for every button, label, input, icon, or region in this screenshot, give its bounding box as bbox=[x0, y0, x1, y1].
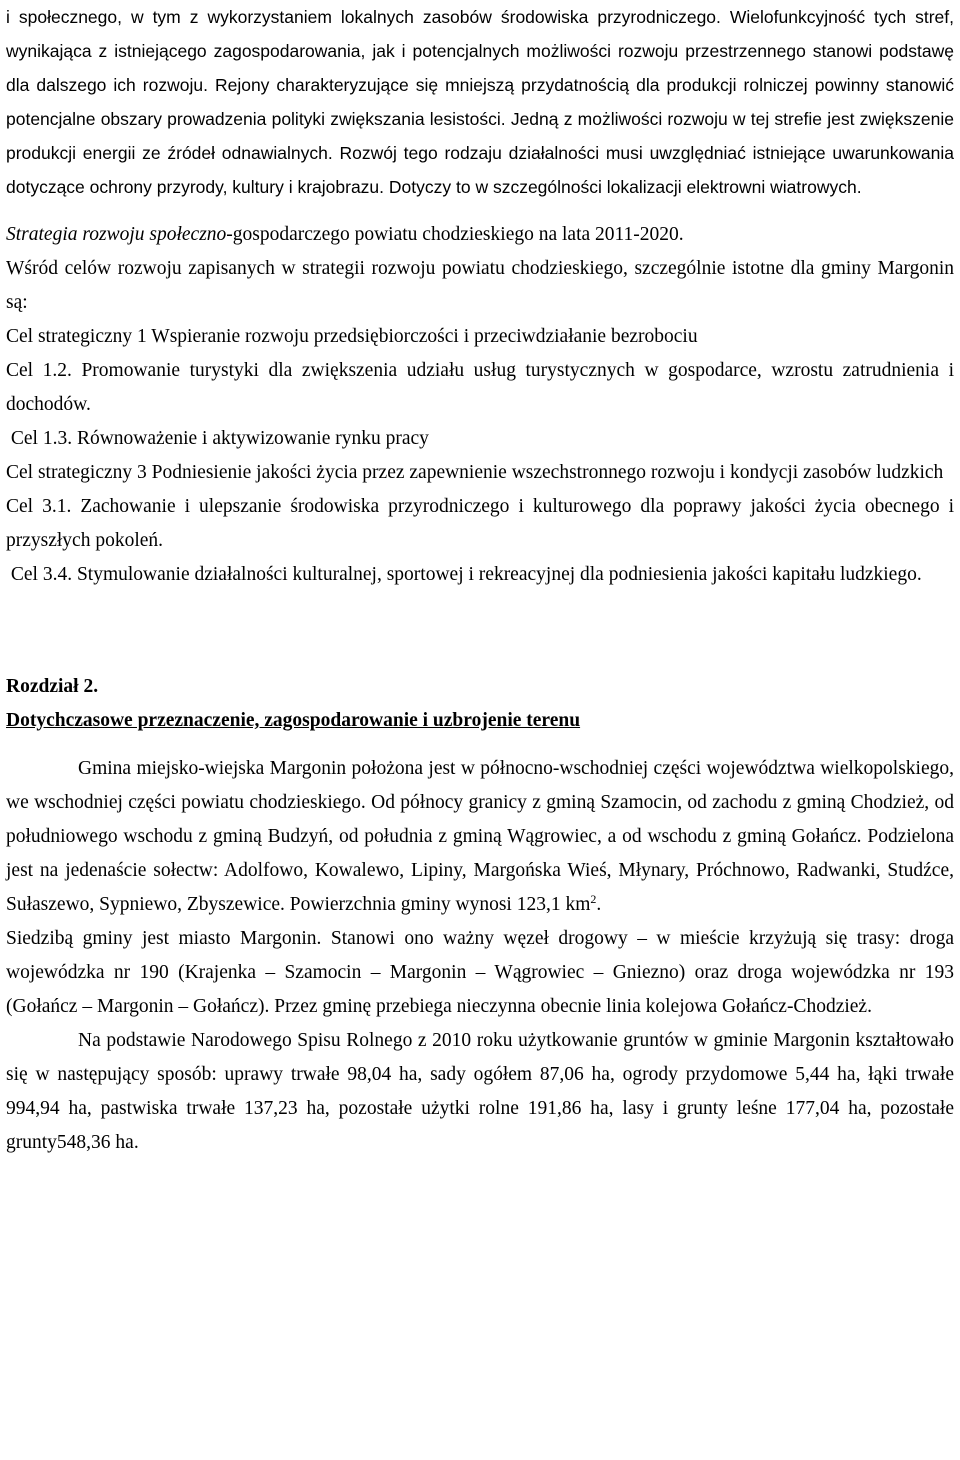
goal-item: Cel 3.1. Zachowanie i ulepszanie środowiska przyrodniczego i kulturowego dla poprawy jakości życia obecnego i przyszłych pokoleń. bbox=[6, 496, 954, 551]
paragraph-seat: Siedzibą gminy jest miasto Margonin. Stanowi ono ważny węzeł drogowy – w mieście krzyżują się trasy: droga wojewódzka nr 190 (Krajenka – Szamocin – Margonin – Wągrowiec – Gniezno) oraz droga wojewódzka nr 193 (Gołańcz – Margonin – Gołańcz). Przez gminę przebiega nieczynna obecnie linia kolejowa Gołańcz-Chodzież. bbox=[6, 928, 954, 1017]
goal-item: Cel 1.3. Równoważenie i aktywizowanie rynku pracy bbox=[6, 428, 429, 449]
paragraph-location bbox=[6, 752, 954, 922]
goal-item: Cel 3.4. Stymulowanie działalności kulturalnej, sportowej i rekreacyjnej dla podniesienia jakości kapitału ludzkiego. bbox=[6, 564, 922, 585]
location-text: Gmina miejsko-wiejska Margonin położona jest w północno-wschodniej części województwa wielkopolskiego, we wschodniej części powiatu chodzieskiego. Od północy granicy z gminą Szamocin, od zachodu z gminą Chodzież, od południowego wschodu z gminą Budzyń, od południa z gminą Wągrowiec, a od wschodu z gminą Gołańcz. Podzielona jest na jedenaście sołectw: Adolfowo, Kowalewo, Lipiny, Margońska Wieś, Młynary, Próchnowo, Radwanki, Studźce, Sułaszewo, Sypniewo, Zbyszewice. Powierzchnia gminy wynosi 123,1 km bbox=[6, 758, 954, 915]
paragraph-spatial-zones: i społecznego, w tym z wykorzystaniem lokalnych zasobów środowiska przyrodniczego. Wielofunkcyjność tych stref, wynikająca z istniejącego zagospodarowania, jak i potencjalnych możliwości rozwoju przestrzennego stanowi podstawę dla dalszego ich rozwoju. Rejony charakteryzujące się mniejszą przydatnością dla produkcji rolniczej powinny stanowić potencjalne obszary prowadzenia polityki zwiększania lesistości. Jedną z możliwości rozwoju w tej strefie jest zwiększenie produkcji energii ze źródeł odnawialnych. Rozwój tego rodzaju działalności musi uwzględniać istniejące uwarunkowania dotyczące ochrony przyrody, kultury i krajobrazu. Dotyczy to w szczególności lokalizacji elektrowni wiatrowych. bbox=[6, 7, 954, 197]
strategy-title-italic: Strategia rozwoju społeczno bbox=[6, 224, 227, 245]
document-page bbox=[6, 0, 954, 1160]
superscript: 2 bbox=[590, 892, 597, 906]
goal-item: Cel 1.2. Promowanie turystyki dla zwiększenia udziału usług turystycznych w gospodarce, wzrostu zatrudnienia i dochodów. bbox=[6, 360, 954, 415]
chapter-label: Rozdział 2. bbox=[6, 676, 99, 697]
spacer bbox=[6, 204, 954, 218]
location-end: . bbox=[596, 894, 602, 915]
chapter-title: Dotychczasowe przeznaczenie, zagospodarowanie i uzbrojenie terenu bbox=[6, 710, 581, 731]
strategy-intro: Wśród celów rozwoju zapisanych w strategii rozwoju powiatu chodzieskiego, szczególnie istotne dla gminy Margonin są: bbox=[6, 258, 954, 313]
paragraph-land-use: Na podstawie Narodowego Spisu Rolnego z 2010 roku użytkowanie gruntów w gminie Margonin kształtowało się w następujący sposób: uprawy trwałe 98,04 ha, sady ogółem 87,06 ha, ogrody przydomowe 5,44 ha, łąki trwałe 994,94 ha, pastwiska trwałe 137,23 ha, pozostałe użytki rolne 191,86 ha, lasy i grunty leśne 177,04 ha, pozostałe grunty548,36 ha. bbox=[6, 1030, 954, 1153]
strategy-title-rest: -gospodarczego powiatu chodzieskiego na lata 2011-2020. bbox=[226, 224, 684, 245]
goal-item: Cel strategiczny 3 Podniesienie jakości życia przez zapewnienie wszechstronnego rozwoju i kondycji zasobów ludzkich bbox=[6, 462, 944, 483]
spacer bbox=[6, 738, 954, 752]
goal-item: Cel strategiczny 1 Wspieranie rozwoju przedsiębiorczości i przeciwdziałanie bezrobociu bbox=[6, 326, 698, 347]
spacer bbox=[6, 592, 954, 670]
strategy-title bbox=[6, 218, 954, 252]
